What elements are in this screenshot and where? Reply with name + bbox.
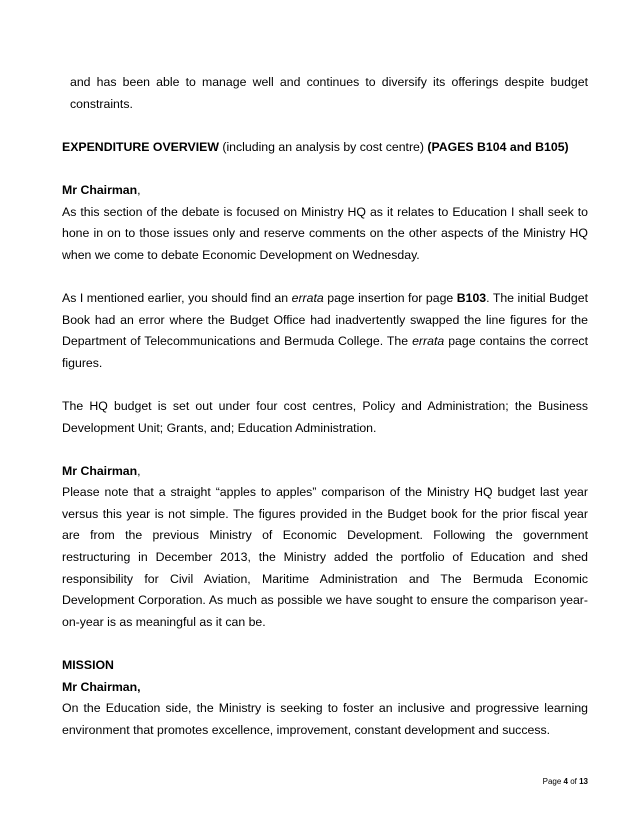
paragraph-cost-centres: The HQ budget is set out under four cost centres, Policy and Administration; the Business Development Unit; Grants, and; Education Administration.: [62, 398, 588, 435]
chairman-punct: ,: [137, 463, 141, 478]
expenditure-overview-title: EXPENDITURE OVERVIEW: [62, 139, 219, 154]
document-body: [62, 72, 588, 763]
chairman-name: Mr Chairman: [62, 182, 138, 197]
errata-page-ref: B103: [456, 290, 487, 305]
errata-text-d: page contains the correct figures.: [62, 334, 588, 370]
errata-word-1: errata: [291, 290, 324, 305]
expenditure-overview-heading: [62, 137, 588, 159]
mission-heading: MISSION: [62, 658, 114, 673]
current-page-number: 4: [563, 777, 568, 786]
chairman-salutation-1: [62, 180, 588, 202]
page-number-footer: [543, 777, 588, 787]
errata-text-b: page insertion for page: [323, 290, 457, 305]
total-page-number: 13: [579, 777, 588, 786]
of-label: of: [567, 777, 580, 786]
errata-word-2: errata: [412, 334, 445, 349]
expenditure-overview-pages: (PAGES B104 and B105): [427, 139, 569, 154]
paragraph-mission: On the Education side, the Ministry is seeking to foster an inclusive and progressive learning environment that promotes excellence, improvement, constant development and success.: [62, 701, 588, 737]
expenditure-overview-subtitle: (including an analysis by cost centre): [218, 139, 428, 154]
paragraph-errata: [62, 288, 588, 374]
paragraph-comparison: Please note that a straight “apples to apples” comparison of the Ministry HQ budget last year versus this year is not simple. The figures provided in the Budget book for the prior fiscal year are from the previous Ministry of Economic Development. Following the government restructuring in December 2013, the Ministry added the portfolio of Education and shed responsibility for Civil Aviation, Maritime Administration and The Bermuda Economic Development Corporation. As much as possible we have sought to ensure the comparison year-on-year is as meaningful as it can be.: [62, 485, 588, 629]
page-label: Page: [542, 777, 564, 786]
chairman-name: Mr Chairman: [62, 463, 138, 478]
chairman-punct: ,: [137, 182, 141, 197]
chairman-salutation-3: Mr Chairman,: [62, 679, 141, 694]
continued-paragraph: and has been able to manage well and continues to diversify its offerings despite budget constraints.: [70, 75, 588, 111]
errata-text-c: . The initial Budget Book had an error where the Budget Office had inadvertently swapped the line figures for the Department of Telecommunications and Bermuda College. The: [62, 290, 588, 349]
paragraph-ministry-hq-focus: As this section of the debate is focused on Ministry HQ as it relates to Education I shall seek to hone in on to those issues only and reserve comments on the other aspects of the Ministry HQ when we come to debate Economic Development on Wednesday.: [62, 204, 588, 262]
errata-text-a: As I mentioned earlier, you should find an: [62, 290, 292, 305]
chairman-salutation-2: [62, 461, 588, 483]
